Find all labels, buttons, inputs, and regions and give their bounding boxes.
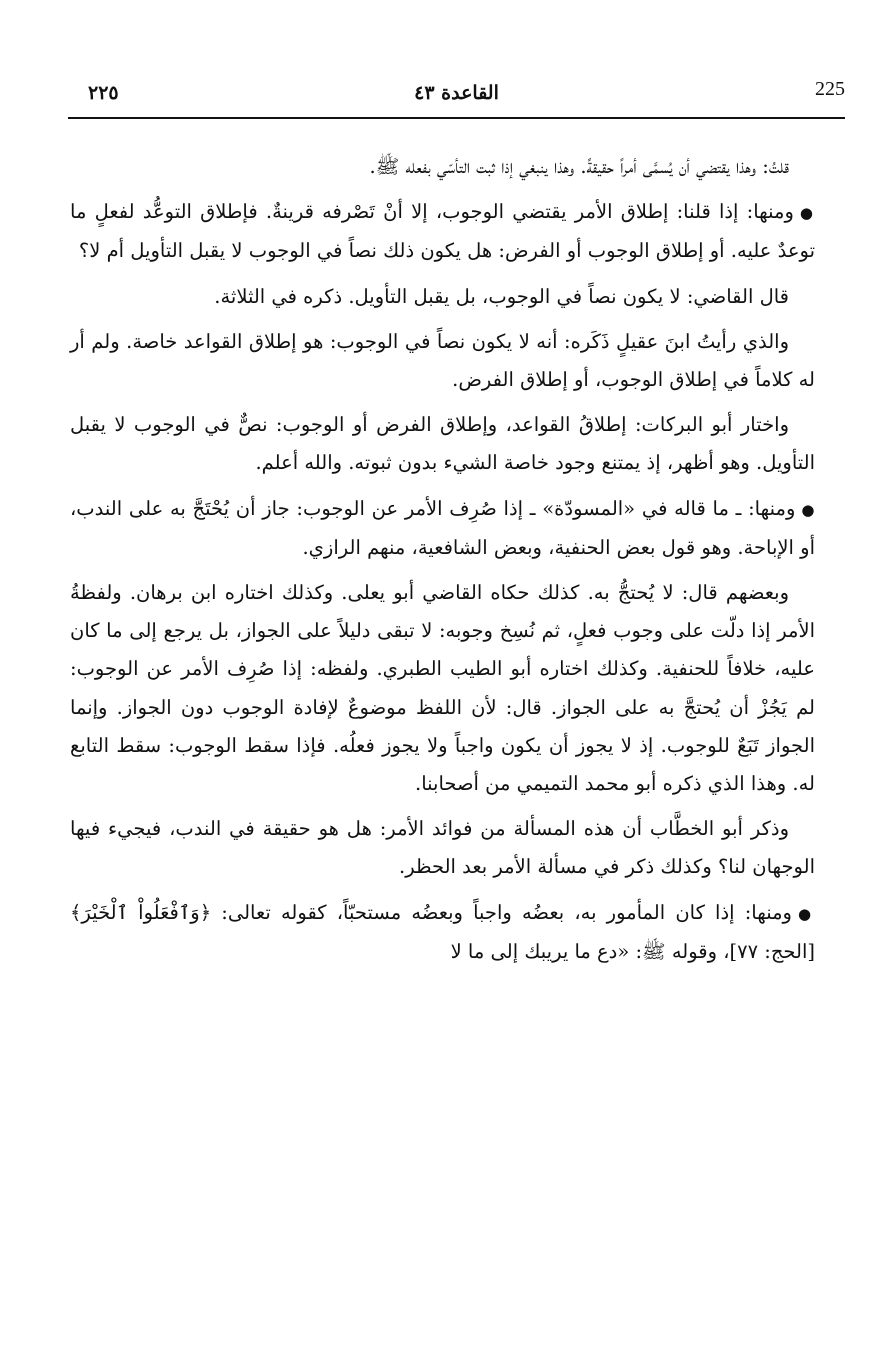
paragraph-text: واختار أبو البركات: إطلاقُ القواعد، وإطلاق الفرض أو الوجوب: نصٌّ في الوجوب لا يقبل التأويل. وهو أظهر، إذ يمتنع وجود خاصة الشيء بدون ثبوته. والله أعلم. xyxy=(70,413,815,475)
paragraph-text: وبعضهم قال: لا يُحتجُّ به. كذلك حكاه القاضي أبو يعلى. وكذلك اختاره ابن برهان. ولفظةُ الأمر إذا دلّت على وجوب فعلٍ، ثم نُسِخ وجوبه: لا تبقى دليلاً على الجواز، بل يرجع إلى ما كان عليه، خلافاً للحنفية. وكذلك اختاره أبو الطيب الطبري. ولفظه: إذا صُرِف الأمر عن الوجوب: لم يَجُزْ أن يُحتجَّ به على الجواز. قال: لأن اللفظ موضوعٌ لإفادة الوجوب دون الجواز. وإنما الجواز تَبَعٌ للوجوب. إذ لا يجوز أن يكون واجباً ولا يجوز فعلُه. فإذا سقط الوجوب: سقط التابع له. وهذا الذي ذكره أبو محمد التميمي من أصحابنا. xyxy=(70,581,815,796)
page-header xyxy=(68,78,845,108)
paragraph xyxy=(70,894,815,971)
paragraph-text: والذي رأيتُ ابنَ عقيلٍ ذَكَره: أنه لا يكون نصاً في الوجوب: هو إطلاق القواعد خاصة. ولم أر له كلاماً في إطلاق الوجوب، أو إطلاق الفرض. xyxy=(70,329,815,392)
paragraph xyxy=(70,323,815,399)
page-number-latin: 225 xyxy=(815,78,845,100)
paragraph-text: ومنها: إذا قلنا: إطلاق الأمر يقتضي الوجوب، إلا أنْ تَصْرفه قرينةٌ. فإطلاق التوعُّد لفعلٍ ما توعدٌ عليه. أو إطلاق الوجوب أو الفرض: هل يكون ذلك نصاً في الوجوب لا يقبل التأويل أم لا؟ xyxy=(70,200,815,263)
paragraph xyxy=(70,490,815,567)
paragraph xyxy=(70,406,815,482)
header-rule xyxy=(68,117,845,119)
paragraph-text: ومنها: إذا كان المأمور به، بعضُه واجباً وبعضُه مستحبّاً، كقوله تعالى: ﴿وَٱفْعَلُواْ ٱلْخَيْرَ﴾ [الحج: ٧٧]، وقوله ﷺ: «دع ما يريبك إلى ما لا xyxy=(70,900,815,963)
paragraph xyxy=(70,810,815,886)
running-title: القاعدة ٤٣ xyxy=(414,82,499,104)
page-number-arabic: ٢٢٥ xyxy=(88,82,119,104)
paragraph xyxy=(70,193,815,270)
bullet-icon: ● xyxy=(801,500,815,519)
paragraph-text: قلتُ: وهذا يقتضي أن يُسمَّى أمراً حقيقةً. وهذا ينبغي إذا ثبت التأسّي بفعله ﷺ. xyxy=(369,155,789,178)
paragraph-text: ومنها: ـ ما قاله في «المسودّة» ـ إذا صُرِف الأمر عن الوجوب: جاز أن يُحْتَجَّ به على الندب، أو الإباحة. وهو قول بعض الحنفية، وبعض الشافعية، منهم الرازي. xyxy=(70,496,815,559)
paragraph-text: وذكر أبو الخطَّاب أن هذه المسألة من فوائد الأمر: هل هو حقيقة في الندب، فيجيء فيها الوجهان لنا؟ وكذلك ذكر في مسألة الأمر بعد الحظر. xyxy=(70,817,815,879)
bullet-icon: ● xyxy=(799,204,816,223)
paragraph xyxy=(70,278,815,316)
bullet-icon: ● xyxy=(797,904,815,923)
paragraph xyxy=(70,148,815,186)
paragraph xyxy=(70,574,815,803)
page-body xyxy=(70,148,815,978)
paragraph-text: قال القاضي: لا يكون نصاً في الوجوب، بل يقبل التأويل. ذكره في الثلاثة. xyxy=(214,284,789,308)
